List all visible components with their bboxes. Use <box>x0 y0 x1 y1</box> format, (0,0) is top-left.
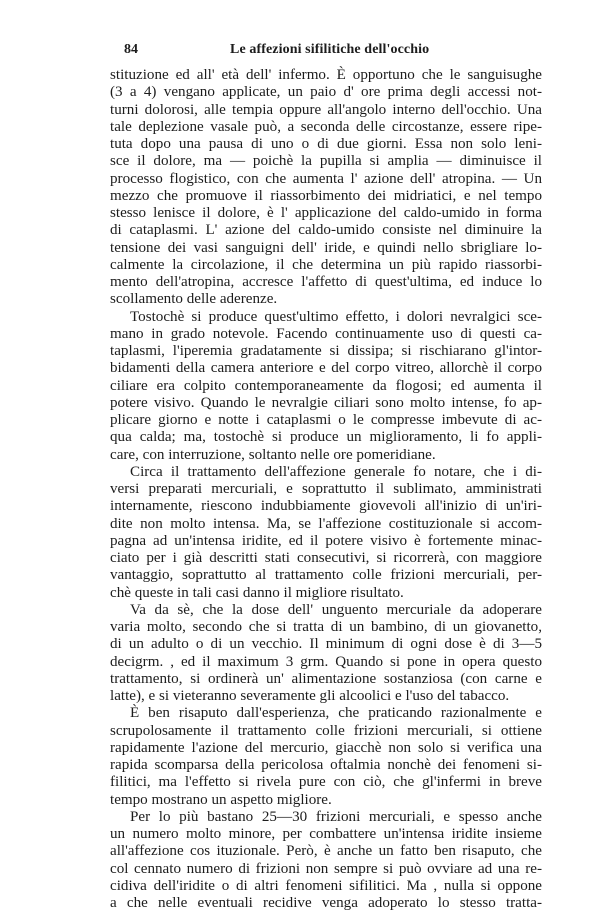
text-line: turni dolorosi, alle tempia oppure all'angolo interno dell'occhio. Una <box>110 101 542 118</box>
text-line: mezzo che promuove il riassorbimento dei midriatici, e nel tempo <box>110 187 542 204</box>
text-line: vantaggio, soprattutto al trattamento colle frizioni mercuriali, per- <box>110 567 542 584</box>
text-line: di un adulto o di un vecchio. Il minimum di ogni dose è di 3—5 <box>110 636 542 653</box>
text-line: scrupolosamente il trattamento colle frizioni mercuriali, si ottiene <box>110 722 542 739</box>
text-line: mento dell'atropina, accresce l'affetto di quest'ultima, ed induce lo <box>110 274 542 290</box>
paragraph <box>110 705 542 809</box>
text-line: mano in grado notevole. Facendo continuamente uso di questi ca- <box>110 325 542 342</box>
text-line: qua calda; ma, tostochè si produce un miglioramento, li fo appli- <box>110 429 542 446</box>
text-line: latte), e si vieteranno severamente gli alcoolici e l'uso del tabacco. <box>110 688 510 704</box>
text-line: ciliare era colpito contemporaneamente da flogosi; ed aumenta il <box>110 377 542 394</box>
text-line: (3 a 4) vengano applicate, un paio d' ore prima degli accessi not- <box>110 84 542 101</box>
text-line: Va da sè, che la dose dell' unguento mercuriale da adoperare <box>130 601 542 618</box>
text-line: calmente la circolazione, il che determina un più rapido riassorbi- <box>110 256 542 273</box>
text-line: È ben risaputo dall'esperienza, che praticando razionalmente e <box>130 705 542 722</box>
body-text <box>110 67 542 912</box>
paragraph <box>110 309 542 464</box>
text-line: filitici, ma l'effetto si rivela pure con ciò, che gl'infermi in breve <box>110 774 542 791</box>
text-line: all'affezione cos ituzionale. Però, è anche un fatto ben risaputo, che <box>110 843 542 860</box>
paragraph <box>110 602 542 706</box>
text-line: stituzione ed all' età dell' infermo. È opportuno che le sanguisughe <box>110 67 542 83</box>
text-line: un numero molto minore, per combattere un'intensa iridite insieme <box>110 826 542 842</box>
text-line: sce il dolore, ma — poichè la pupilla si amplia — diminuisce il <box>110 153 542 170</box>
paragraph <box>110 67 542 309</box>
text-line: plicare giorno e notte i cataplasmi o le compresse imbevute di ac- <box>110 412 542 428</box>
text-line: col cennato numero di frizioni non sempre si può ovviare ad una re- <box>110 860 542 877</box>
text-line: di cataplasmi. L' azione del caldo-umido consiste nel diminuire la <box>110 222 542 239</box>
page-number: 84 <box>124 42 138 57</box>
text-line: internamente, riescono indubbiamente giovevoli all'inizio di un'iri- <box>110 498 542 515</box>
page-header <box>118 40 534 60</box>
text-line: scollamento delle aderenze. <box>110 291 278 308</box>
text-line: dite non molto intensa. Ma, se l'affezione costituzionale si accom- <box>110 515 542 532</box>
text-line: Tostochè si produce quest'ultimo effetto, i dolori nevralgici sce- <box>130 308 542 325</box>
text-line: Per lo più bastano 25—30 frizioni mercuriali, e spesso anche <box>130 808 542 825</box>
text-line: pagna ad un'intensa iridite, ed il potere visivo è fortemente minac- <box>110 532 542 549</box>
text-line: chè queste in tali casi danno il migliore risultato. <box>110 584 404 601</box>
text-line: versi preparati mercuriali, e soprattutto il sublimato, amministrati <box>110 481 542 497</box>
text-line: tensione dei vasi sanguigni dell' iride, e quindi nello sbrigliare lo- <box>110 239 542 256</box>
text-line: stesso lenisce il dolore, è l' applicazione del caldo-umido in forma <box>110 205 542 221</box>
text-line: rapidamente l'azione del mercurio, giacchè non solo si verifica una <box>110 739 542 756</box>
text-line: bidamenti della camera anteriore e del corpo vitreo, allorchè il corpo <box>110 360 542 377</box>
text-line: tempo mostrano un aspetto migliore. <box>110 791 332 808</box>
running-title: Le affezioni sifilitiche dell'occhio <box>230 42 430 57</box>
text-line: decigrm. , ed il maximum 3 grm. Quando si pone in opera questo <box>110 653 542 670</box>
text-line: potere visivo. Quando le nevralgie ciliari sono molto intense, fo ap- <box>110 394 542 411</box>
text-line: tuta dopo una pausa di uno o di due giorni. Essa non solo leni- <box>110 136 542 152</box>
text-line: cidiva dell'iridite o di altri fenomeni sifilitici. Ma , nulla si oppone <box>110 877 542 894</box>
paragraph <box>110 464 542 602</box>
text-line: processo flogistico, con che aumenta l' azione dell' atropina. — Un <box>110 170 542 187</box>
text-line: a che nelle eventuali recidive venga adoperato lo stesso tratta- <box>110 895 542 911</box>
text-line: Circa il trattamento dell'affezione generale fo notare, che i di- <box>130 463 542 480</box>
text-line: ciato per i già descritti stati consecutivi, si ricorrerà, con maggiore <box>110 550 542 566</box>
text-line: varia molto, secondo che si tratta di un bambino, di un giovanetto, <box>110 619 542 635</box>
text-line: rapida scomparsa della pericolosa oftalmia nonchè dei fenomeni si- <box>110 757 542 773</box>
text-line: tale deplezione vasale può, a seconda delle circostanze, essere ripe- <box>110 118 542 135</box>
paragraph <box>110 809 542 912</box>
text-line: trattamento, si ordinerà un' alimentazione sostanziosa (con carne e <box>110 670 542 687</box>
text-line: care, con interruzione, soltanto nelle ore pomeridiane. <box>110 446 436 463</box>
text-line: taplasmi, l'iperemia gradatamente si dissipa; si rischiarano gl'intor- <box>110 343 542 359</box>
